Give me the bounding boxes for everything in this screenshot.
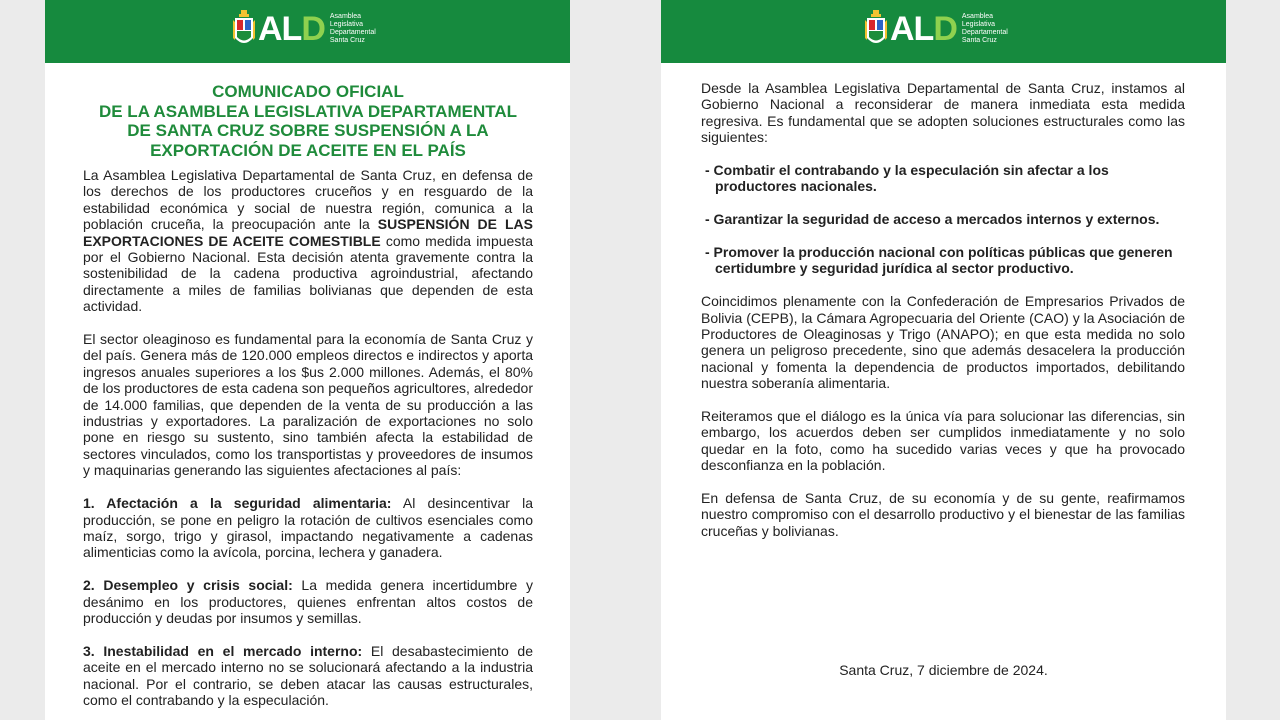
solutions-list: [701, 162, 1185, 277]
solution-item-1: - Combatir el contrabando y la especulación sin afectar a los productores nacionales.: [705, 162, 1109, 195]
impact-item-3: 3. Inestabilidad en el mercado interno: El desabastecimiento de aceite en el mercado interno no se solucionará afectando a la industria nacional. Por el contrario, se deben atacar las causas estructurales, como el contrabando y la especulación.: [83, 642, 533, 708]
coat-of-arms-icon: [233, 10, 255, 48]
solution-item-3: - Promover la producción nacional con políticas públicas que generen certidumbre y seguridad jurídica al sector productivo.: [705, 244, 1173, 277]
ald-logo: [865, 10, 1008, 48]
dateline: Santa Cruz, 7 diciembre de 2024.: [839, 662, 1048, 678]
logo-wordmark: ALD: [258, 10, 325, 48]
agreement-paragraph: Coincidimos plenamente con la Confederación de Empresarios Privados de Bolivia (CEPB), la Cámara Agropecuaria del Oriente (CAO) y la Asociación de Productores de Oleaginosas y Trigo (ANAPO); en que esta medida no solo genera un peligroso precedente, sino que además desacelera la producción nacional y fomenta la dependencia de productos importados, debilitando nuestra soberanía alimentaria.: [701, 293, 1185, 392]
document-body: [83, 82, 533, 708]
document-body: [701, 80, 1185, 539]
page-header: [45, 0, 570, 63]
document-page-left: [45, 0, 570, 720]
page-header: [661, 0, 1226, 63]
ald-logo: [233, 10, 376, 48]
coat-of-arms-icon: [865, 10, 887, 48]
document-title: COMUNICADO OFICIAL DE LA ASAMBLEA LEGISLATIVA DEPARTAMENTAL DE SANTA CRUZ SOBRE SUSPENSIÓN A LA EXPORTACIÓN DE ACEITE EN EL PAÍS: [98, 82, 518, 160]
logo-subtitle: Asamblea Legislativa Departamental Santa Cruz: [329, 13, 376, 44]
document-page-right: [661, 0, 1226, 720]
impact-item-1: 1. Afectación a la seguridad alimentaria: Al desincentivar la producción, se pone en peligro la rotación de cultivos esenciales como maíz, sorgo, trigo y girasol, impactando negativamente a cadenas alimenticias como la avícola, porcina, lechera y ganadera.: [83, 495, 533, 561]
impact-item-2: 2. Desempleo y crisis social: La medida genera incertidumbre y desánimo en los productores, quienes enfrentan altos costos de producción y deudas por insumos y semillas.: [83, 577, 533, 626]
closing-paragraph: En defensa de Santa Cruz, de su economía y de su gente, reafirmamos nuestro compromiso con el desarrollo productivo y el bienestar de las familias cruceñas y bolivianas.: [701, 490, 1185, 539]
appeal-paragraph: Desde la Asamblea Legislativa Departamental de Santa Cruz, instamos al Gobierno Nacional a reconsiderar de manera inmediata esta medida regresiva. Es fundamental que se adopten soluciones estructurales como las siguientes:: [701, 80, 1185, 146]
dialogue-paragraph: Reiteramos que el diálogo es la única vía para solucionar las diferencias, sin embargo, los acuerdos deben ser cumplidos inmediatamente y no solo quedar en la foto, como ha sucedido varias veces y que ha provocado desconfianza en la población.: [701, 408, 1185, 474]
solution-item-2: - Garantizar la seguridad de acceso a mercados internos y externos.: [705, 211, 1160, 228]
logo-subtitle: Asamblea Legislativa Departamental Santa Cruz: [961, 13, 1008, 44]
intro-paragraph: La Asamblea Legislativa Departamental de Santa Cruz, en defensa de los derechos de los productores cruceños y en resguardo de la estabilidad económica y social de nuestra región, comunica a la población cruceña, la preocupación ante la SUSPENSIÓN DE LAS EXPORTACIONES DE ACEITE COMESTIBLE como medida impuesta por el Gobierno Nacional. Esta decisión atenta gravemente contra la sostenibilidad de la cadena productiva agroindustrial, afectando directamente a miles de familias bolivianas que dependen de esta actividad.: [83, 167, 533, 315]
sector-paragraph: El sector oleaginoso es fundamental para la economía de Santa Cruz y del país. Genera más de 120.000 empleos directos e indirectos y aporta ingresos anuales superiores a los $us 2.000 millones. Además, el 80% de los productores de esta cadena son pequeños agricultores, alrededor de 14.000 familias, que dependen de la venta de su producción a las industrias y exportadores. La paralización de exportaciones no solo pone en riesgo su sustento, sino también afecta la estabilidad de sectores vinculados, como los transportistas y proveedores de insumos y maquinarias generando las siguientes afectaciones al país:: [83, 331, 533, 479]
logo-wordmark: ALD: [890, 10, 957, 48]
